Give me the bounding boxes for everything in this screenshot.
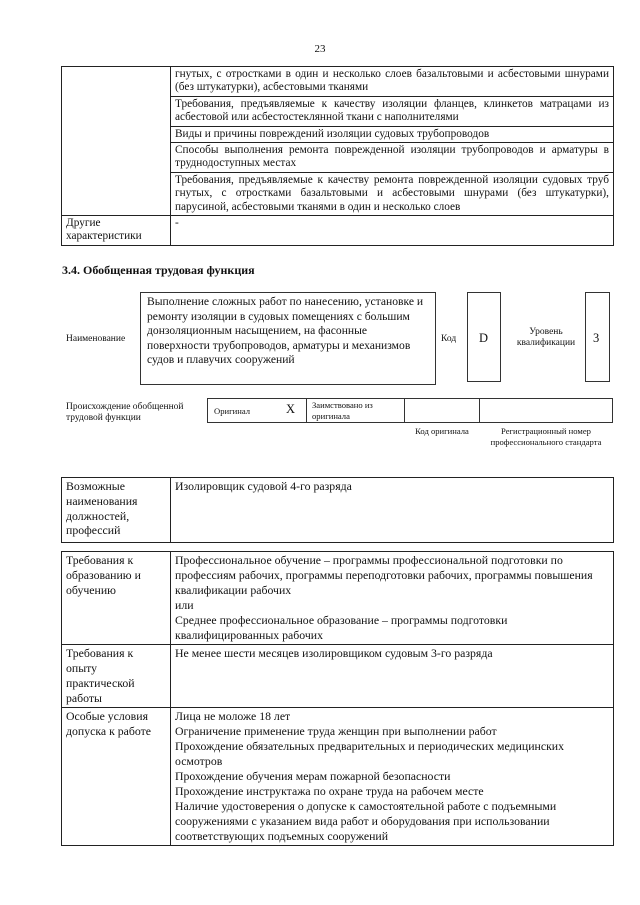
education-line: Среднее профессиональное образование – программы подготовки квалифицированных рабочих [175, 613, 508, 642]
empty-label-cell [62, 67, 171, 216]
education-line: или [175, 598, 194, 612]
code-label: Код [441, 334, 457, 344]
experience-label: Требования к опыту практической работы [62, 645, 171, 708]
table-row [62, 552, 614, 645]
positions-value: Изолировщик судовой 4-го разряда [171, 478, 614, 543]
admission-line: Прохождение обязательных предварительных и периодических медицинских осмотров [175, 739, 565, 768]
borrowed-label: Заимствовано из оригинала [312, 400, 373, 421]
admission-line: Прохождение обучения мерам пожарной безопасности [175, 769, 451, 783]
table-row [62, 478, 614, 543]
knowledge-item: Требования, предъявляемые к качеству изоляции фланцев, клинкетов матрацами из асбестовой или асбестостеклянной ткани с наполнителями [171, 96, 614, 126]
requirements-table [61, 551, 614, 846]
function-name-box [140, 292, 436, 385]
table-row [62, 645, 614, 708]
origin-label: Происхождение обобщенной трудовой функции [66, 402, 184, 423]
admission-line: Лица не моложе 18 лет [175, 709, 291, 723]
admission-line: Наличие удостоверения о допуске к самостоятельной работе с подъемными сооружениями с указанием вида работ и оборудования при использовании соответствующих подъемных сооружений [175, 799, 557, 843]
top-knowledge-table [61, 66, 614, 246]
original-code-caption: Код оригинала [415, 426, 469, 436]
knowledge-item: Виды и причины повреждений изоляции судовых трубопроводов [171, 126, 614, 142]
registration-number-caption: Регистрационный номер профессионального стандарта [490, 426, 602, 447]
original-code-box [404, 398, 480, 423]
knowledge-item: Требования, предъявляемые к качеству ремонта поврежденной изоляции судовых труб гнутых, с отростками базальтовыми и асбестовыми шнурами (без штукатурки), парусиной, асбестовыми тканями в один и несколько слоев [171, 172, 614, 215]
admission-value [171, 708, 614, 846]
knowledge-item: Способы выполнения ремонта поврежденной изоляции трубопроводов и арматуры в труднодоступных местах [171, 143, 614, 173]
page-number: 23 [314, 43, 326, 55]
positions-table [61, 477, 614, 543]
education-label: Требования к образованию и обучению [62, 552, 171, 645]
original-mark: X [286, 402, 296, 416]
name-label: Наименование [66, 334, 126, 344]
table-row [62, 216, 614, 246]
level-value: 3 [593, 331, 600, 345]
section-title: 3.4. Обобщенная трудовая функция [62, 263, 255, 277]
code-value: D [479, 331, 489, 345]
registration-number-box [479, 398, 613, 423]
function-name-value: Выполнение сложных работ по нанесению, установке и ремонту изоляции в судовых помещениях с большим донзоляционным насыщением, на фасонные поверхности трубопроводов, арматуры и механизмов судов и плавучих сооружений [147, 295, 424, 367]
admission-line: Прохождение инструктажа по охране труда на рабочем месте [175, 784, 484, 798]
other-characteristics-label: Другие характеристики [62, 216, 171, 246]
admission-line: Ограничение применение труда женщин при выполнении работ [175, 724, 497, 738]
education-value [171, 552, 614, 645]
level-label: Уровень квалификации [516, 327, 576, 348]
experience-value: Не менее шести месяцев изолировщиком судовым 3-го разряда [171, 645, 614, 708]
table-row [62, 67, 614, 97]
positions-label: Возможные наименования должностей, профессий [62, 478, 171, 543]
table-row [62, 708, 614, 846]
original-label: Оригинал [214, 406, 251, 416]
other-characteristics-value: - [171, 216, 614, 246]
admission-label: Особые условия допуска к работе [62, 708, 171, 846]
education-line: Профессиональное обучение – программы профессиональной подготовки по профессиям рабочих, программы переподготовки рабочих, программы повышения квалификации рабочих [175, 553, 593, 597]
knowledge-item: гнутых, с отростками в один и несколько слоев базальтовыми и асбестовыми шнурами (без штукатурки), асбестовыми тканями [171, 67, 614, 97]
